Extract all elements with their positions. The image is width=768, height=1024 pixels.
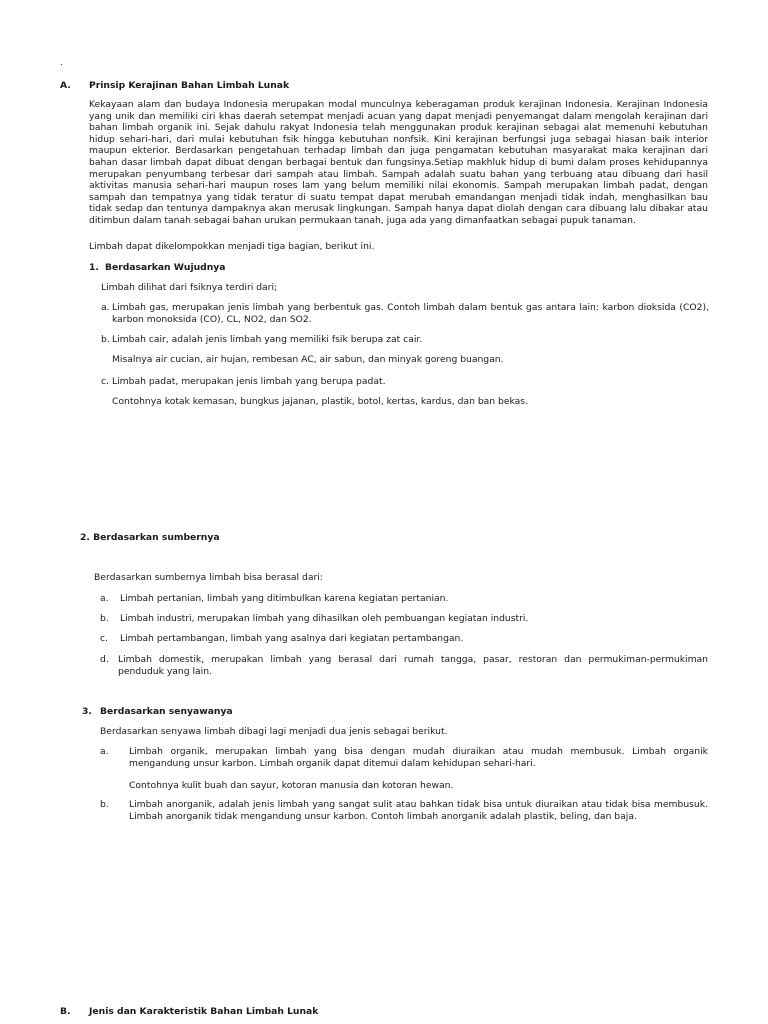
sub2-item-d bbox=[100, 654, 710, 677]
sub2-intro: Berdasarkan sumbernya limbah bisa berasal dari: bbox=[94, 572, 323, 583]
item-text: Limbah domestik, merupakan limbah yang berasal dari rumah tangga, pasar, restoran dan permukiman-permukiman penduduk yang lain. bbox=[118, 654, 708, 677]
sub2-heading: 2. Berdasarkan sumbernya bbox=[80, 532, 220, 543]
sub2-item-a bbox=[100, 593, 448, 605]
sub2-item-b bbox=[100, 613, 528, 625]
item-letter: b. bbox=[100, 799, 109, 810]
sub3-number: 3. bbox=[82, 706, 92, 717]
section-a-letter: A. bbox=[60, 80, 71, 91]
sub1-item-c-example: Contohnya kotak kemasan, bungkus jajanan, plastik, botol, kertas, kardus, dan ban bekas. bbox=[112, 396, 529, 407]
section-a-title: Prinsip Kerajinan Bahan Limbah Lunak bbox=[89, 80, 290, 91]
sub3-item-a-example: Contohnya kulit buah dan sayur, kotoran manusia dan kotoran hewan. bbox=[129, 780, 454, 791]
sub2-item-c bbox=[100, 633, 463, 645]
leading-dot: . bbox=[60, 58, 63, 68]
section-b-letter: B. bbox=[60, 1006, 71, 1017]
sub1-title: Berdasarkan Wujudnya bbox=[105, 262, 226, 273]
item-letter: b. bbox=[101, 334, 110, 345]
item-text: Limbah gas, merupakan jenis limbah yang berbentuk gas. Contoh limbah dalam bentuk gas antara lain: karbon dioksida (CO2), karbon monoksida (CO), CL, NO2, dan SO2. bbox=[112, 302, 709, 325]
sub1-item-b bbox=[101, 334, 710, 346]
sub3-title: Berdasarkan senyawanya bbox=[100, 706, 233, 717]
item-text: Limbah padat, merupakan jenis limbah yang berupa padat. bbox=[112, 376, 386, 387]
item-letter: a. bbox=[100, 746, 109, 757]
item-text: Limbah cair, adalah jenis limbah yang memiliki fsik berupa zat cair. bbox=[112, 334, 423, 345]
item-letter: b. bbox=[100, 613, 109, 624]
section-b-title: Jenis dan Karakteristik Bahan Limbah Lunak bbox=[89, 1006, 319, 1017]
section-a-intro-paragraph: Kekayaan alam dan budaya Indonesia merupakan modal munculnya keberagaman produk kerajinan Indonesia. Kerajinan Indonesia yang unik dan memiliki ciri khas daerah setempat menjadi acuan yang dapat menjadi penyemangat dalam mengolah kerajinan dari bahan limbah organik ini. Sejak dahulu rakyat Indonesia telah menggunakan produk kerajinan sebagai alat memenuhi kebutuhan hidup sehari-hari, dari mulai kebutuhan fsik hingga kebutuhan nonfsik. Kini kerajinan berfungsi juga sebagai hiasan baik interior maupun ekterior. Berdasarkan pengetahuan terhadap limbah dan juga pengamatan kebutuhan masyarakat maka kerajinan dari bahan dasar limbah dapat dibuat dengan berbagai bentuk dan fungsinya.Setiap makhluk hidup di bumi dalam proses kehidupannya merupakan penyumbang terbesar dari sampah atau limbah. Sampah adalah suatu bahan yang terbuang atau dibuang dari hasil aktivitas manusia sehari-hari maupun roses lam yang belum memiliki nilai ekonomis. Sampah merupakan limbah padat, dengan sampah dan tempatnya yang tidak teratur di suatu tempat dapat merubah emandangan menjadi tidak indah, menghasilkan bau tidak sedap dan tentunya dampaknya akan merusak lingkungan. Sampah hanya dapat diolah dengan cara dibuang lalu dibakar atau ditimbun dalam tanah sebagai bahan urukan permukaan tanah, juga ada yang dimanfaatkan sebagai pupuk tanaman. bbox=[89, 99, 708, 226]
item-text: Limbah industri, merupakan limbah yang dihasilkan oleh pembuangan kegiatan industri. bbox=[120, 613, 529, 624]
sub3-intro: Berdasarkan senyawa limbah dibagi lagi menjadi dua jenis sebagai berikut. bbox=[100, 726, 448, 737]
item-text: Limbah organik, merupakan limbah yang bisa dengan mudah diuraikan atau mudah membusuk. Limbah organik mengandung unsur karbon. Limbah organik dapat ditemui dalam kehidupan sehari-hari. bbox=[129, 746, 708, 769]
sub3-item-a bbox=[100, 746, 710, 769]
item-letter: a. bbox=[100, 593, 109, 604]
sub1-item-a bbox=[101, 302, 710, 325]
item-letter: d. bbox=[100, 654, 109, 665]
sub1-item-c bbox=[101, 376, 710, 388]
item-letter: c. bbox=[101, 376, 109, 387]
item-text: Limbah pertambangan, limbah yang asalnya dari kegiatan pertambangan. bbox=[120, 633, 464, 644]
item-letter: a. bbox=[101, 302, 110, 313]
sub3-item-b bbox=[100, 799, 710, 822]
item-text: Limbah anorganik, adalah jenis limbah yang sangat sulit atau bahkan tidak bisa untuk diuraikan atau tidak bisa membusuk. Limbah anorganik tidak mengandung unsur karbon. Contoh limbah anorganik adalah plastik, beling, dan baja. bbox=[129, 799, 708, 822]
sub1-item-b-example: Misalnya air cucian, air hujan, rembesan AC, air sabun, dan minyak goreng buangan. bbox=[112, 354, 504, 365]
sub1-intro: Limbah dilihat dari fsiknya terdiri dari; bbox=[101, 282, 278, 293]
classification-intro: Limbah dapat dikelompokkan menjadi tiga bagian, berikut ini. bbox=[89, 241, 375, 252]
sub1-number: 1. bbox=[89, 262, 99, 273]
item-letter: c. bbox=[100, 633, 108, 644]
item-text: Limbah pertanian, limbah yang ditimbulkan karena kegiatan pertanian. bbox=[120, 593, 449, 604]
